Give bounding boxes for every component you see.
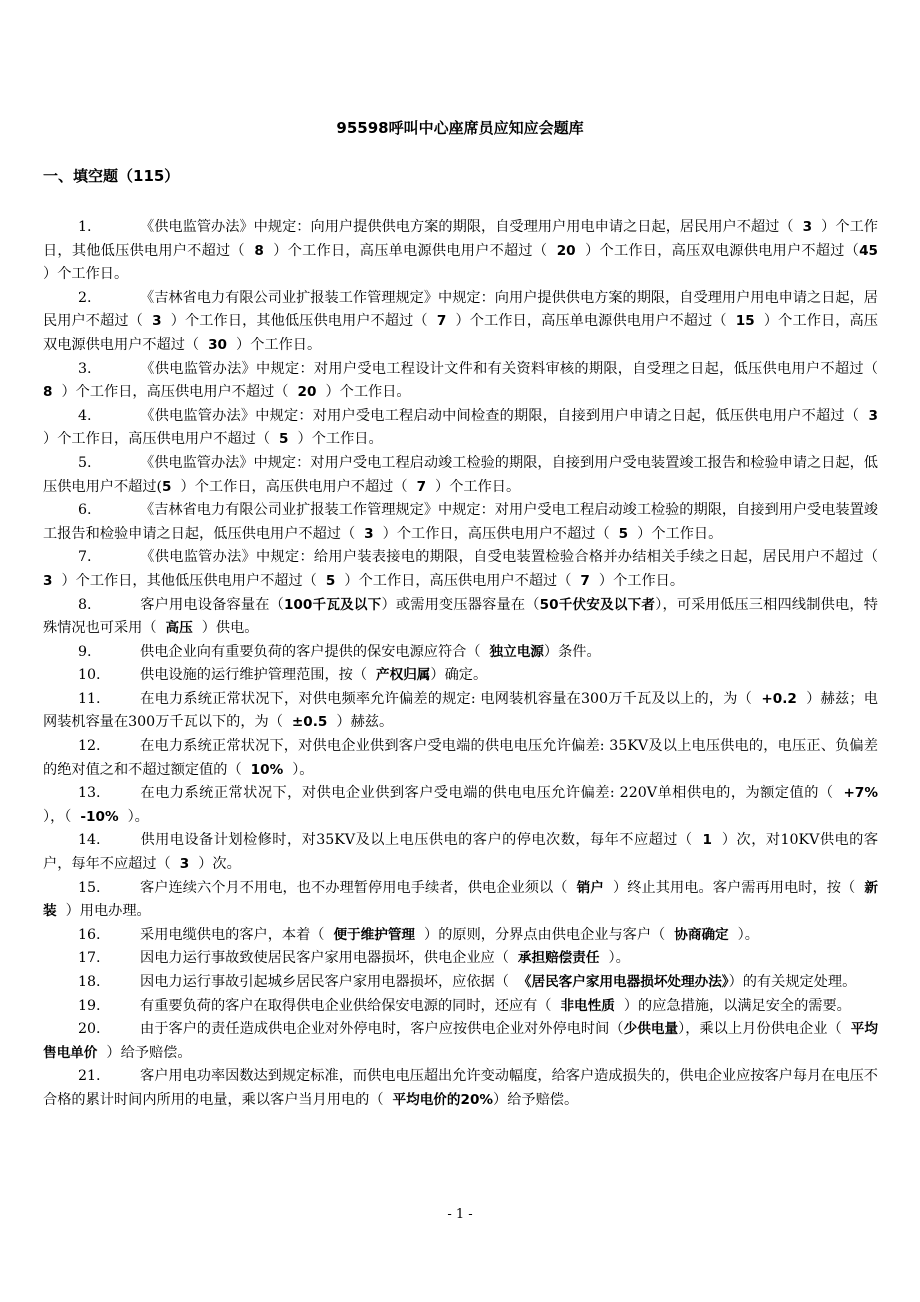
answer-text: 30 — [208, 336, 228, 353]
fill-blank-item — [43, 358, 888, 405]
item-number: 1. — [78, 219, 92, 235]
item-number: 19. — [78, 997, 101, 1014]
question-text: 供电设施的运行维护管理范围，按（ — [140, 667, 377, 684]
answer-text: 10% — [250, 761, 284, 778]
fill-blank-item — [43, 947, 878, 971]
answer-text: 7 — [580, 572, 590, 589]
answer-text: 销户 — [576, 879, 604, 896]
item-number: 12. — [78, 738, 101, 755]
answer-text: 5 — [618, 525, 629, 542]
item-number: 5. — [78, 454, 92, 471]
question-text: ）条件。 — [543, 643, 601, 660]
item-number: 11. — [78, 690, 101, 707]
question-text: 由于客户的责任造成供电企业对外停电时，客户应按供电企业对外停电时间（ — [140, 1021, 624, 1038]
answer-text: 承担赔偿责任 — [517, 950, 600, 967]
answer-text: 5 — [162, 478, 172, 495]
answer-text: +7% — [843, 785, 878, 802]
question-text: 在电力系统正常状况下，对供电企业供到客户受电端的供电电压允许偏差: 220V单相供电的，为额定值的（ — [140, 785, 844, 802]
fill-blank-item — [43, 995, 878, 1019]
answer-text: +0.2 — [761, 690, 797, 707]
question-text: 供用电设备计划检修时，对35KV及以上电压供电的客户的停电次数，每年不应超过（ — [140, 832, 703, 849]
question-text: 《供电监管办法》中规定：对用户受电工程设计文件和有关资料审核的期限，自受理之日起，低压供电用户不超过（ — [140, 360, 888, 377]
question-text: ）供电。 — [192, 620, 259, 637]
question-text: ）给予赔偿。 — [97, 1044, 192, 1061]
question-text: 有重要负荷的客户在取得供电企业供给保安电源的同时，还应有（ — [140, 997, 561, 1014]
fill-blank-item — [43, 735, 878, 782]
question-text: ）个工作日，高压双电源供电用户不超过（ — [43, 313, 878, 353]
item-number: 21. — [78, 1068, 101, 1085]
question-text: ）个工作日，高压供电用户不超过（ — [171, 478, 417, 495]
question-text: ）个工作日。 — [426, 478, 521, 495]
answer-text: 50千伏安及以下者 — [539, 596, 656, 613]
item-number: 7. — [78, 549, 92, 566]
section-heading: 一、填空题（115） — [43, 167, 180, 185]
answer-text: ±0.5 — [291, 714, 328, 731]
question-text: ），乘以上月份供电企业（ — [678, 1021, 851, 1038]
fill-blank-item — [43, 1065, 878, 1112]
question-text: ）用电办理。 — [56, 903, 151, 920]
answer-text: 平均售电单价 — [43, 1021, 879, 1061]
question-text: 《吉林省电力有限公司业扩报装工作管理规定》中规定：向用户提供供电方案的期限，自受理用户用电申请之日起，居民用户不超过（ — [43, 289, 878, 330]
fill-blank-item — [43, 594, 878, 641]
question-text: ）个工作日。 — [288, 431, 383, 448]
answer-text: 8 — [43, 384, 53, 401]
fill-blank-item — [43, 664, 878, 688]
fill-blank-item — [43, 405, 888, 452]
question-text: 采用电缆供电的客户，本着（ — [140, 926, 334, 943]
fill-blank-item — [43, 924, 878, 948]
item-number: 15. — [78, 879, 101, 896]
answer-text: -10% — [80, 808, 119, 825]
question-text: ）个工作日。 — [628, 525, 723, 542]
fill-blank-item — [43, 452, 878, 499]
question-text: ）终止其用电。客户需再用电时，按（ — [603, 879, 865, 896]
answer-text: 3 — [179, 856, 190, 873]
question-text: ）个工作日。 — [43, 242, 888, 283]
answer-text: 1 — [702, 832, 712, 849]
question-text: 客户连续六个月不用电，也不办理暂停用电手续者，供电企业须以（ — [140, 879, 577, 896]
question-text: 因电力运行事故引起城乡居民客户家用电器损坏，应依据（ — [140, 974, 518, 990]
answer-text: 100千瓦及以下 — [283, 596, 382, 613]
question-text: ）个工作日，高压供电用户不超过（ — [52, 384, 298, 401]
answer-text: 3 — [152, 313, 162, 330]
question-text: ）个工作日，高压供电用户不超过（ — [43, 407, 888, 448]
question-text: ）个工作日，其他低压供电用户不超过（ — [43, 219, 878, 259]
item-number: 9. — [78, 643, 92, 660]
fill-blank-item — [43, 782, 888, 829]
question-text: ）个工作日，其他低压供电用户不超过（ — [161, 313, 437, 330]
item-number: 2. — [78, 289, 92, 306]
item-number: 6. — [78, 502, 92, 519]
question-text: ）确定。 — [430, 667, 488, 684]
fill-blank-item — [43, 216, 888, 287]
question-text: ）个工作日，高压双电源供电用户不超过（ — [575, 242, 860, 259]
question-text: 在电力系统正常状况下，对供电企业供到客户受电端的供电电压允许偏差: 35KV及以上电压供电的，电压正、负偏差的绝对值之和不超过额定值的（ — [43, 738, 878, 778]
answer-text: 《居民客户家用电器损坏处理办法》 — [517, 974, 729, 990]
question-text: ），可采用低压三相四线制供电，特殊情况也可采用（ — [43, 596, 878, 637]
question-text: ）次，对10KV供电的客户，每年不应超过（ — [43, 832, 879, 873]
item-number: 8. — [78, 596, 92, 613]
answer-text: 便于维护管理 — [333, 926, 416, 943]
question-text: ），（ — [43, 785, 888, 825]
question-text: 《供电监管办法》中规定：给用户装表接电的期限，自受电装置检验合格并办结相关手续之日起，居民用户不超过（ — [140, 549, 888, 566]
question-text: ）个工作日，其他低压供电用户不超过（ — [52, 572, 326, 589]
answer-text: 3 — [868, 407, 878, 424]
fill-blank-item — [43, 829, 878, 876]
answer-text: 20 — [297, 384, 317, 401]
fill-blank-item — [43, 287, 878, 358]
question-text: ）的有关规定处理。 — [728, 974, 857, 990]
question-text: ）赫兹。 — [327, 714, 394, 731]
question-text: 在电力系统正常状况下，对供电频率允许偏差的规定: 电网装机容量在300万千瓦及以上的，为（ — [140, 690, 762, 707]
question-text: ）个工作日，高压单电源供电用户不超过（ — [446, 313, 736, 330]
question-text: ）给予赔偿。 — [493, 1091, 579, 1108]
fill-blank-item — [43, 499, 878, 546]
question-text: ）。 — [728, 926, 759, 943]
answer-text: 15 — [735, 313, 755, 330]
question-text: 供电企业向有重要负荷的客户提供的保安电源应符合（ — [140, 643, 490, 660]
question-text: ）。 — [283, 761, 314, 778]
question-text: ）个工作日，高压单电源供电用户不超过（ — [263, 242, 557, 259]
answer-text: 5 — [279, 431, 289, 448]
question-text: ）个工作日，高压供电用户不超过（ — [373, 525, 619, 542]
fill-blank-item — [43, 641, 878, 665]
question-text: ）赫兹；电网装机容量在300万千瓦以下的，为（ — [43, 690, 878, 731]
answer-text: 独立电源 — [489, 643, 544, 660]
page-title: 95598呼叫中心座席员应知应会题库 — [336, 119, 584, 137]
answer-text: 新装 — [43, 879, 878, 920]
item-number: 20. — [78, 1021, 101, 1038]
question-text: 客户用电功率因数达到规定标准，而供电电压超出允许变动幅度，给客户造成损失的，供电企业应按客户每月在电压不合格的累计时间内所用的电量，乘以客户当月用电的（ — [43, 1068, 878, 1108]
item-number: 13. — [78, 785, 101, 802]
question-text: ）个工作日。 — [316, 384, 411, 401]
answer-text: 8 — [254, 242, 264, 259]
answer-text: 5 — [325, 572, 336, 589]
question-text: ）次。 — [189, 856, 241, 873]
answer-text: 7 — [436, 313, 447, 330]
question-text: ）。 — [118, 808, 149, 825]
question-text: ）个工作日，高压供电用户不超过（ — [335, 572, 581, 589]
question-text: 客户用电设备容量在（ — [140, 596, 284, 613]
answer-text: 7 — [416, 478, 427, 495]
answer-text: 产权归属 — [376, 667, 431, 684]
answer-text: 45 — [859, 242, 878, 259]
question-text: 《供电监管办法》中规定：对用户受电工程启动竣工检验的期限，自接到用户受电装置竣工报告和检验申请之日起，低压供电用户不超过( — [43, 454, 878, 495]
item-number: 18. — [78, 974, 101, 990]
item-number: 3. — [78, 360, 92, 377]
answer-text: 协商确定 — [674, 926, 729, 943]
item-number: 14. — [78, 832, 101, 849]
question-text: ）或需用变压器容量在（ — [381, 596, 540, 613]
answer-text: 3 — [802, 219, 813, 235]
question-text: ）的原则，分界点由供电企业与客户（ — [415, 926, 675, 943]
page-number: - 1 - — [447, 1207, 473, 1222]
fill-blank-item — [43, 877, 878, 924]
answer-text: 非电性质 — [560, 997, 615, 1014]
question-text: ）个工作日。 — [589, 572, 685, 589]
fill-blank-item — [43, 546, 888, 593]
answer-text: 高压 — [165, 620, 193, 637]
answer-text: 平均电价的20% — [392, 1091, 494, 1108]
question-text: ）个工作日。 — [227, 336, 322, 353]
question-text: ）。 — [599, 950, 630, 967]
question-text: 《吉林省电力有限公司业扩报装工作管理规定》中规定：对用户受电工程启动竣工检验的期限，自接到用户受电装置竣工报告和检验申请之日起，低压供电用户不超过（ — [43, 502, 878, 542]
item-number: 17. — [78, 950, 101, 967]
question-text: ）的应急措施，以满足安全的需要。 — [614, 997, 851, 1014]
item-number: 4. — [78, 407, 92, 424]
question-list — [43, 216, 888, 1113]
item-number: 10. — [78, 667, 101, 684]
question-text: 《供电监管办法》中规定：向用户提供供电方案的期限，自受理用户用电申请之日起，居民用户不超过（ — [140, 219, 803, 235]
question-text: 《供电监管办法》中规定：对用户受电工程启动中间检查的期限，自接到用户申请之日起，低压供电用户不超过（ — [140, 407, 869, 424]
answer-text: 3 — [364, 525, 374, 542]
item-number: 16. — [78, 926, 101, 943]
fill-blank-item — [43, 1018, 878, 1065]
fill-blank-item — [43, 688, 878, 735]
fill-blank-item — [43, 971, 878, 995]
answer-text: 少供电量 — [623, 1021, 679, 1038]
question-text: 因电力运行事故致使居民客户家用电器损坏，供电企业应（ — [140, 950, 518, 967]
answer-text: 3 — [43, 572, 53, 589]
answer-text: 20 — [556, 242, 576, 259]
